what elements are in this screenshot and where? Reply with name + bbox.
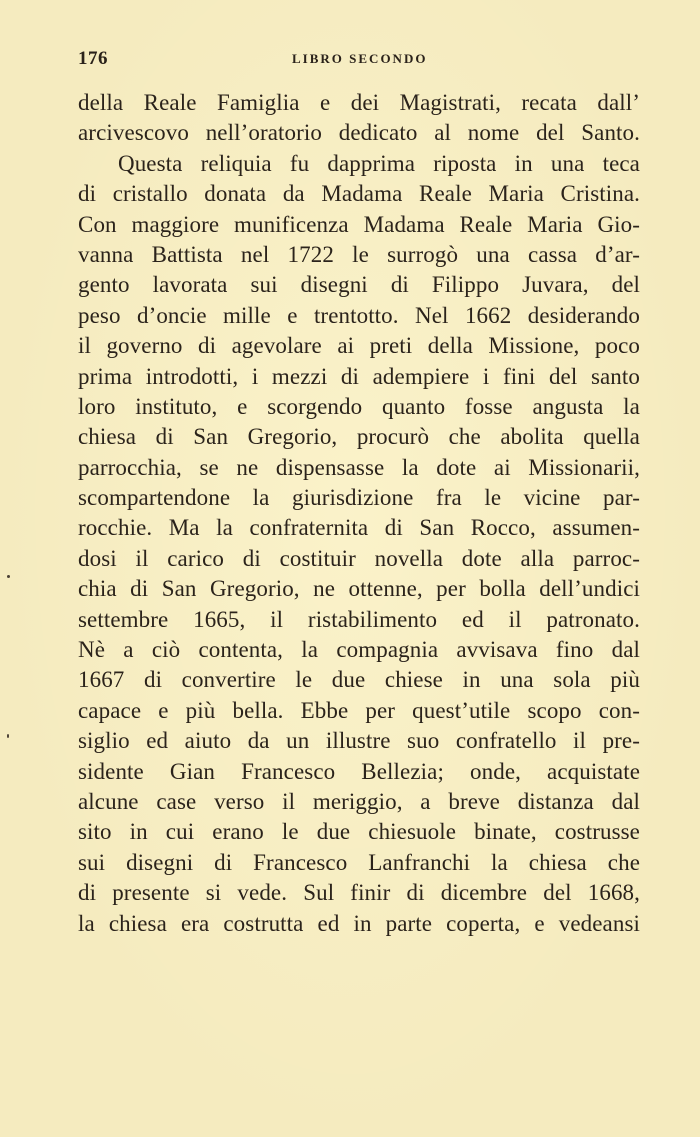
body-text — [78, 88, 640, 939]
page-speck — [7, 575, 10, 578]
text-line: gento lavorata sui disegni di Filippo Juvara, del — [78, 272, 640, 298]
text-line: la chiesa era costrutta ed in parte coperta, e vedeansi — [78, 910, 640, 936]
text-line: sito in cui erano le due chiesuole binate, costrusse — [78, 819, 640, 845]
text-line: il governo di agevolare ai preti della Missione, poco — [78, 333, 640, 359]
text-line: chiesa di San Gregorio, procurò che abolita quella — [78, 424, 640, 450]
text-line: settembre 1665, il ristabilimento ed il patronato. — [78, 606, 640, 632]
text-line: Nè a ciò contenta, la compagnia avvisava fino dal — [78, 637, 640, 663]
text-line: siglio ed aiuto da un illustre suo confratello il pre- — [78, 728, 640, 754]
text-line: di cristallo donata da Madama Reale Maria Cristina. — [78, 181, 640, 207]
text-line: arcivescovo nell’oratorio dedicato al nome del Santo. — [78, 120, 640, 146]
text-line: rocchie. Ma la confraternita di San Rocco, assumen- — [78, 515, 640, 541]
text-line: vanna Battista nel 1722 le surrogò una cassa d’ar- — [78, 241, 640, 267]
page-speck — [7, 734, 9, 738]
paragraph-start-line: Questa reliquia fu dapprima riposta in una teca — [118, 150, 640, 176]
text-line: parrocchia, se ne dispensasse la dote ai Missionarii, — [78, 454, 640, 480]
text-line: 1667 di convertire le due chiese in una sola più — [78, 667, 640, 693]
page-header — [78, 48, 640, 72]
text-line: prima introdotti, i mezzi di adempiere i fini del santo — [78, 363, 640, 389]
text-line: dosi il carico di costituir novella dote alla parroc- — [78, 545, 640, 571]
text-line: capace e più bella. Ebbe per quest’utile scopo con- — [78, 697, 640, 723]
text-line: della Reale Famiglia e dei Magistrati, recata dall’ — [78, 90, 640, 115]
text-line: loro instituto, e scorgendo quanto fosse angusta la — [78, 393, 640, 419]
text-line: sidente Gian Francesco Bellezia; onde, acquistate — [78, 758, 640, 784]
text-line: scompartendone la giurisdizione fra le vicine par- — [78, 485, 640, 511]
text-line: chia di San Gregorio, ne ottenne, per bolla dell’undici — [78, 576, 640, 602]
text-line: di presente si vede. Sul finir di dicembre del 1668, — [78, 880, 640, 906]
running-head: LIBRO SECONDO — [292, 51, 428, 66]
text-line: sui disegni di Francesco Lanfranchi la chiesa che — [78, 849, 640, 875]
page-number: 176 — [78, 48, 108, 69]
text-line: Con maggiore munificenza Madama Reale Maria Gio- — [78, 211, 640, 237]
text-line: alcune case verso il meriggio, a breve distanza dal — [78, 788, 640, 814]
text-line: peso d’oncie mille e trentotto. Nel 1662 desiderando — [78, 302, 640, 328]
